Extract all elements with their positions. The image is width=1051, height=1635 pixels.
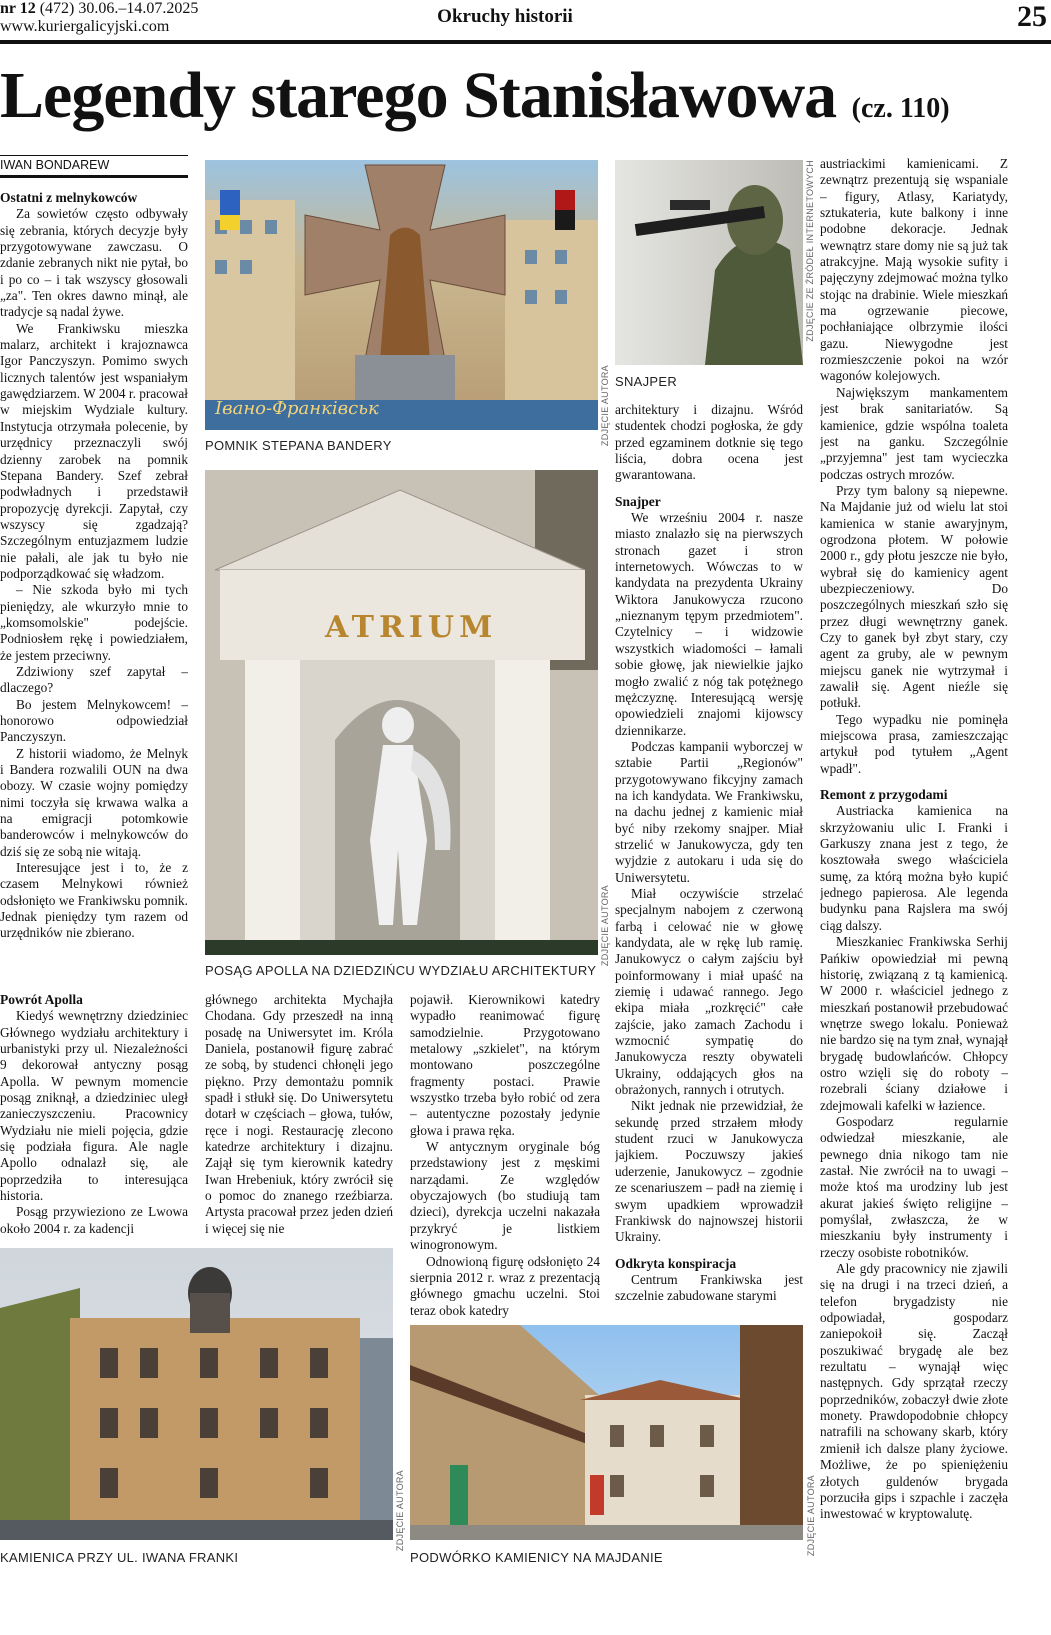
photo-majdan-courtyard — [410, 1325, 803, 1540]
atrium-illustration — [205, 470, 598, 955]
paragraph: Odnowioną figurę odsłonięto 24 sierpnia 2012 r. wraz z prezentacją głównego gmachu uczelni. Stoi teraz obok katedry — [410, 1253, 600, 1318]
paragraph: Gospodarz regularnie odwiedzał mieszkanie, ale pewnego dnia nikogo tam nie zastał. Nie zwrócił na to uwagi – może ktoś ma urodziny lub jest akurat jakieś święto religijne – pomyślał, zwłaszcza, że w mieszkaniu były instrumenty i rzeczy osobiste robotników. — [820, 1113, 1008, 1260]
paragraph: Posąg przywieziono ze Lwowa około 2004 r. za kadencji — [0, 1204, 188, 1236]
photo-apollo-statue — [205, 470, 598, 955]
section-heading: Powrót Apolla — [0, 992, 83, 1007]
article-title — [0, 58, 950, 134]
photo-bandera-monument — [205, 160, 598, 430]
paragraph: głównego architekta Mychajła Chodana. Gdy przeszedł na inną posadę na Uniwersytet im. Króla Daniela, postanowił figurę zabrać ze sobą, by studenci chłonęli jego piękno. Przy demontażu pomnik spadł i stłukł się. Do Uniwersytetu dotarł w częściach – głowa, tułów, ręce i nogi. Restaurację zlecono katedrze architektury i dizajnu. Zajął się tym kierownik katedry Iwan Hrebeniuk, który zwrócił się o pomoc do znanego rzeźbiarza. Artysta pracował przez jeden dzień i więcej się nie — [205, 992, 393, 1236]
caption-franki: KAMIENICA PRZY UL. IWANA FRANKI — [0, 1550, 239, 1565]
paragraph: Interesujące jest i to, że z czasem Melnykowi również odsłonięto we Frankiwsku pomnik. Jednak pieniędzy tym razem od urzędników nie zbierano. — [0, 860, 188, 941]
paragraph: Podczas kampanii wyborczej w sztabie Partii „Regionów" przygotowywano fikcyjny zamach na ich kandydata. We Frankiwsku, na dachu jednej z kamienic miał być niby rzekomy snajper. Miał strzelić w Janukowycza, gdy ten wyjdzie z autokaru i uda się do Uniwersytetu. — [615, 738, 803, 885]
caption-majdan: PODWÓRKO KAMIENICY NA MAJDANIE — [410, 1550, 663, 1565]
credit-majdan: ZDJĘCIE AUTORA — [806, 1475, 816, 1557]
paragraph: We wrześniu 2004 r. nasze miasto znalazło się na pierwszych stronach gazet i stron internetowych. Wówczas to w kandydata na prezydenta Ukrainy Wiktora Janukowycza rzucono „nieznanym tępym przedmiotem". Czytelnicy – i widzowie wszystkich wiadomości – łamali sobie głowę, jak niewielkie jajko mogło zwalić z nóg tak potężnego mężczyznę. Interesującą wersję opowiedzieli znajomi kijowscy dziennikarze. — [615, 510, 803, 738]
header-rule — [0, 40, 1051, 44]
paragraph: Mieszkaniec Frankiwska Serhij Pańkiw opowiedział mi pewną historię, związaną z tą kamienicą. W 2000 r. właściciel jednego z mieszkań postanowił przebudować wnętrze swego lokalu. Ponieważ nie bardzo się na tym znał, wynajął brygadę budowlańców. Chłopcy ostro wzięli się do roboty – rozebrali ściany działowe i zdejmowali kafelki w łazience. — [820, 934, 1008, 1113]
paragraph: – Nie szkoda było mi tych pieniędzy, ale wkurzyło mnie to „komsomolskie" podejście. Podniosłem rękę i powiedziałem, że jestem przeciwny. — [0, 582, 188, 663]
sniper-illustration — [615, 160, 803, 365]
text-column-1 — [0, 190, 188, 980]
caption-sniper: SNAJPER — [615, 374, 678, 389]
monument-illustration — [205, 160, 598, 430]
paragraph: pojawił. Kierownikowi katedry wypadło reanimować figurę samodzielnie. Przygotowano metalowy „szkielet", na którym montowano poszczególne fragmenty postaci. Prawie wszystko trzeba było robić od zera – autentyczne pozostały jedynie głowa i prawa ręka. — [410, 992, 600, 1138]
paragraph: Zdziwiony szef zapytał – dlaczego? — [0, 663, 188, 696]
text-column-4 — [410, 992, 600, 1322]
section-heading: Snajper — [615, 493, 661, 509]
photo-franki-tenement — [0, 1248, 393, 1540]
title-text: Legendy starego Stanisławowa — [0, 59, 837, 132]
photo-sniper — [615, 160, 803, 365]
text-column-6 — [820, 156, 1008, 1596]
courtyard-illustration — [410, 1325, 803, 1540]
paragraph: austriackimi kamienicami. Z zewnątrz prezentują się wspaniale – figury, Atlasy, Kariatydy, sztukateria, kute balkony i inne podobne dekoracje. Jednak wewnątrz stare domy nie są już tak atrakcyjne. Mają wysokie sufity i pajęczyny zdejmować można tylko stojąc na drabinie. Wiele mieszkań ma ogrzewanie piecowe, pochłaniające olbrzymie ilości gazu. Niewygodne jest rozmieszczenie pokoi na wzór wagonów kolejowych. — [820, 156, 1008, 384]
text-column-2 — [0, 992, 188, 1242]
section-heading: Ostatni z melnykowców — [0, 190, 138, 205]
author-byline: IWAN BONDAREW — [0, 155, 188, 178]
issue-number: nr 12 — [0, 0, 36, 17]
paragraph: Nikt jednak nie przewidział, że sekundę przed strzałem młody student rzuci w Janukowycza jajkiem. Poczuwszy jakieś uderzenie, Janukowycz – zgodnie ze scenariuszem – padł na ziemię i swym upadkiem wprowadził Frankiwsk do najnowszej historii Ukrainy. — [615, 1098, 803, 1245]
paragraph: We Frankiwsku mieszka malarz, architekt i krajoznawca Igor Panczyszyn. Pomimo swych licznych talentów jest wspaniałym gawędziarzem. W 2004 r. pracował w miejskim Wydziale kultury. Instytucja otrzymała polecenie, by urzędnicy przeznaczyli swój dzienny zarobek na pomnik Stepana Bandery. Szef zebrał podwładnych i przedstawił propozycję dyrekcji. Zapytał, czy wszyscy się zgadzają? Szczególnym entuzjazmem ludzie nie pałali, ale jak tu było nie podporządkować się władzom. — [0, 320, 188, 581]
paragraph: architektury i dizajnu. Wśród studentek chodzi pogłoska, że gdy przed egzaminem dotknie się tego liścia, dobra ocena jest gwarantowana. — [615, 402, 803, 483]
paragraph: Tego wypadku nie pominęła miejscowa prasa, zamieszczając artykuł pod tytułem „Agent wpadł". — [820, 711, 1008, 776]
paragraph: Za sowietów często odbywały się zebrania, których decyzje były przygotowywane zawczasu. O zdanie zebranych nikt nie pytał, bo i po co – i tak wszyscy głosowali „za". Ten okres dawno minął, ale tradycje są nadal żywe. — [0, 206, 188, 320]
section-heading: Odkryta konspiracja — [615, 1255, 737, 1271]
atrium-sign: ATRIUM — [325, 610, 498, 645]
paragraph: W antycznym oryginale bóg przedstawiony jest z męskimi narządami. Ze względów obyczajowych (bo studiują tam dzieci), dyrekcja uczelni nakazała przykryć je listkiem winogronowym. — [410, 1139, 600, 1253]
tenement-illustration — [0, 1248, 393, 1540]
text-column-5 — [615, 402, 803, 1322]
paragraph: Austriacka kamienica na skrzyżowaniu ulic I. Franki i Garkuszy znana jest z tego, że kosztowała swego właściciela sumę, za którą można było kupić jednego papierosa. Ale legenda budynku pana Rajslera ma swój ciąg dalszy. — [820, 803, 1008, 933]
credit-sniper: ZDJĘCIE ZE ŹRÓDEŁ INTERNETOWYCH — [805, 160, 815, 342]
issue-dates: (472) 30.06.–14.07.2025 — [39, 0, 199, 17]
paragraph: Bo jestem Melnykowcem! – honorowo odpowiedział Panczyszyn. — [0, 696, 188, 745]
paragraph: Największym mankamentem jest brak sanitariatów. Są kamienice, gdzie wspólna toaleta jest na ganku. Szczególnie „przyjemna" jest tam wycieczka podczas ostrych mrozów. — [820, 384, 1008, 482]
credit-bandera: ZDJĘCIE AUTORA — [600, 365, 610, 447]
website: www.kuriergalicyjski.com — [0, 18, 170, 35]
paragraph: Kiedyś wewnętrzny dziedziniec Głównego wydziału architektury i urbanistyki przy ul. Niezależności 9 dekorował antyczny posąg Apolla. W pewnym momencie posąg zniknął, a dziedziniec uległ zanieczyszczeniu. Pracownicy Wydziału nie mieli pojęcia, gdzie się podziała figura. Ale nagle Apollo odnalazł się, ale poprzedziła to interesująca historia. — [0, 1008, 188, 1204]
credit-apollo: ZDJĘCIE AUTORA — [600, 885, 610, 967]
paragraph: Ale gdy pracownicy nie zjawili się na drugi i na trzeci dzień, a telefon brygadzisty nie odpowiadał, gospodarz zaniepokoił się. Zaczął poszukiwać brygadę ale bez rezultatu – wynajął więc następnych. Gdy sprzątał rzeczy poprzedników, zobaczył dwie złote monety. Prawdopodobnie chłopcy natrafili na schowany skarb, który zmienił ich dalsze plany życiowe. Możliwe, że po spieniężeniu złotych guldenów brygada porzuciła gips i szpachle i zaczęła inwestować w kryptowalutę. — [820, 1261, 1008, 1522]
paragraph: Z historii wiadomo, że Melnyk i Bandera rozwalili OUN na dwa obozy. W czasie wojny pomiędzy nimi toczyła się krwawa walka a na emigracji potomkowie banderowców i melnykowców do dziś się ze sobą nie witają. — [0, 745, 188, 859]
city-name-overlay: Івано-Франківськ — [215, 398, 379, 419]
caption-bandera: POMNIK STEPANA BANDERY — [205, 438, 392, 453]
paragraph: Centrum Frankiwska jest szczelnie zabudowane starymi — [615, 1271, 803, 1304]
credit-franki: ZDJĘCIE AUTORA — [395, 1470, 405, 1552]
section-heading: Remont z przygodami — [820, 787, 948, 803]
text-column-3 — [205, 992, 393, 1242]
page-number: 25 — [1017, 0, 1047, 33]
title-part: (cz. 110) — [851, 93, 950, 124]
section-title: Okruchy historii — [437, 6, 573, 27]
caption-apollo: POSĄG APOLLA NA DZIEDZIŃCU WYDZIAŁU ARCHITEKTURY — [205, 963, 597, 978]
paragraph: Przy tym balony są niepewne. Na Majdanie już od wielu lat stoi kamienica w stanie awaryjnym, ogrodzona płotem. W połowie 2000 r., gdy płotu jeszcze nie było, wybrał się do kamienicy agent ubezpieczeniowy. Do poszczególnych mieszkań szło się przez długi wewnętrzny ganek. Czy to ganek był zbyt stary, czy agent za gruby, ale w pewnym miejscu ganek nie wytrzymał i zawalił się. Agent nieźle się potłukł. — [820, 482, 1008, 711]
paragraph: Miał oczywiście strzelać specjalnym nabojem z czerwoną farbą i celować nie w głowę kandydata, ale w rękę lub ramię. Janukowycz o całym zajściu był poinformowany i miał upaść na ziemię i udawać rannego. Jego ekipa miała „rozkręcić" całe zajście, jako zamach Zachodu i wzmocnić sympatię do Janukowycza reszty obywateli Ukrainy, oddających głos na obrażonych, rannych i otrutych. — [615, 885, 803, 1098]
